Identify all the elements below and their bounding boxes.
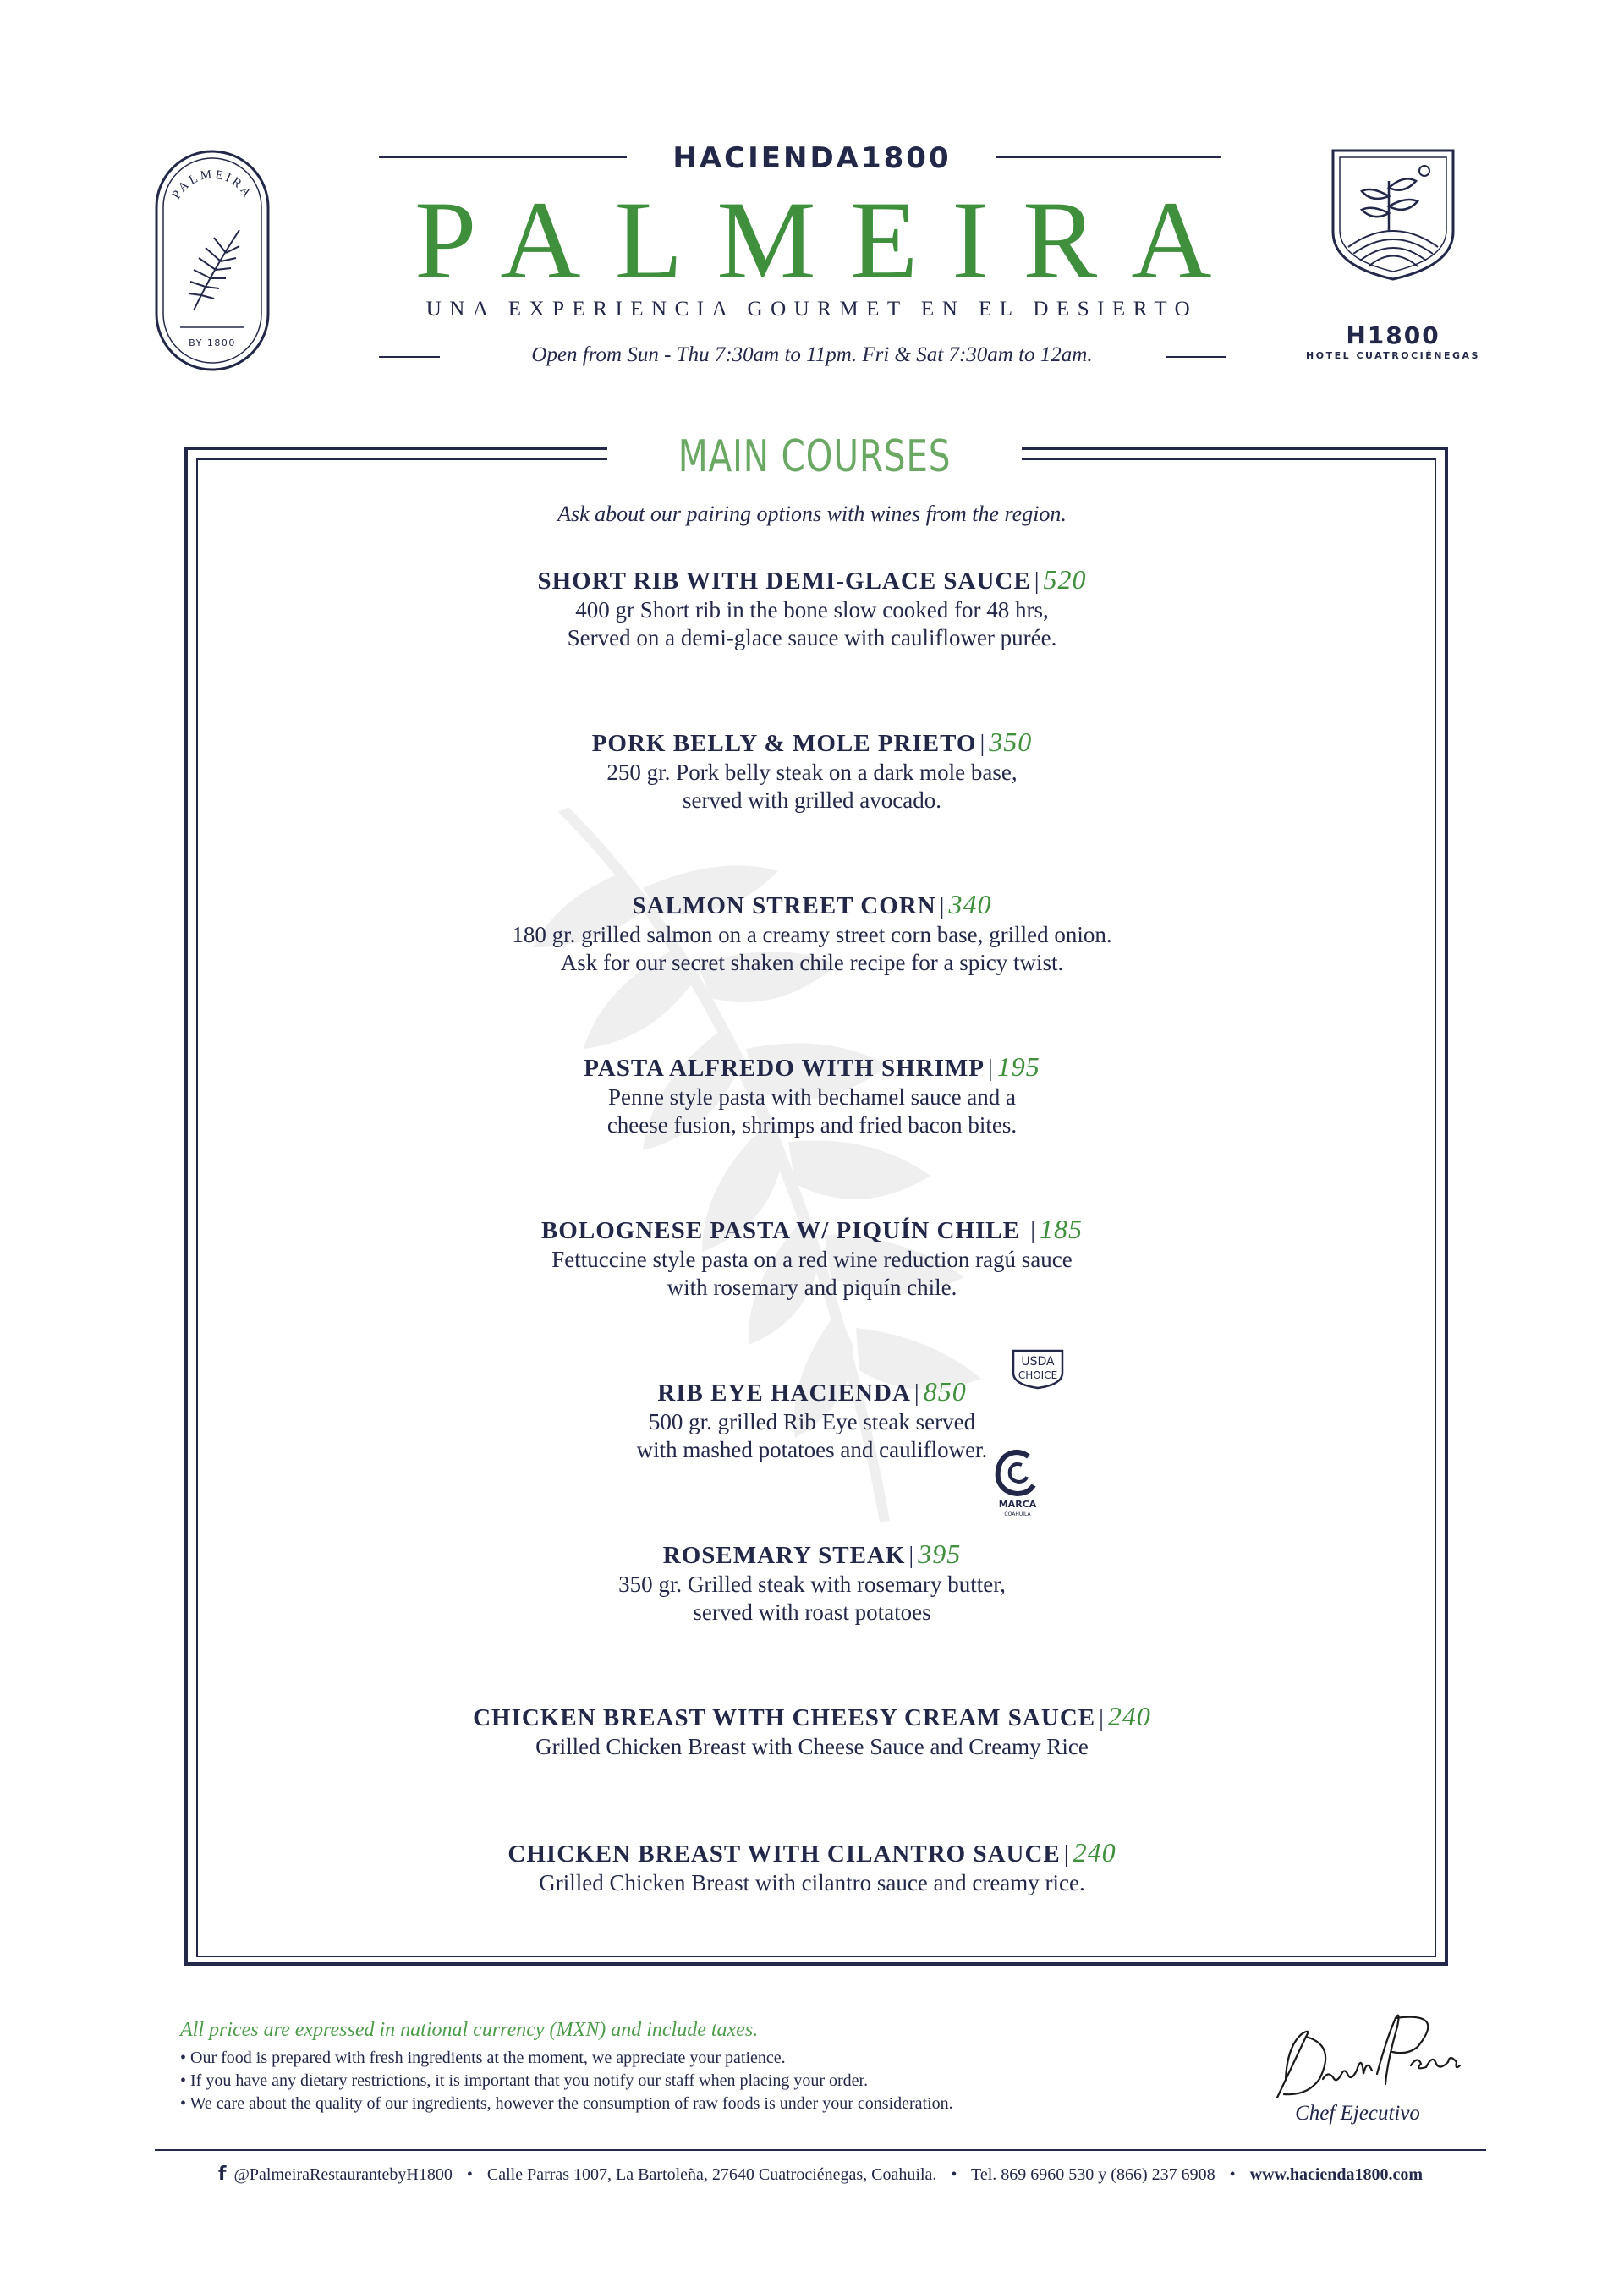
price-separator: |: [908, 1542, 915, 1569]
dish-name: SHORT RIB WITH DEMI-GLACE SAUCE: [537, 568, 1031, 595]
dish-item: [338, 564, 1286, 652]
dish-description-line: 500 gr. grilled Rib Eye steak served: [648, 1409, 976, 1434]
header-rule-top-left: [379, 156, 627, 158]
dish-name: PASTA ALFREDO WITH SHRIMP: [584, 1055, 985, 1082]
price-separator: |: [914, 1380, 920, 1407]
website-link[interactable]: www.hacienda1800.com: [1249, 2165, 1424, 2184]
facebook-handle[interactable]: @PalmeiraRestaurantebyH1800: [233, 2165, 453, 2184]
header-rule-bottom-left: [379, 356, 440, 358]
dish-name: CHICKEN BREAST WITH CHEESY CREAM SAUCE: [473, 1704, 1096, 1731]
dish-item: [338, 1051, 1286, 1139]
price-separator: |: [1034, 568, 1040, 595]
contact-footer: [155, 2164, 1486, 2185]
dish-item: [338, 889, 1286, 977]
dish-name: SALMON STREET CORN: [632, 892, 936, 919]
dish-description-line: cheese fusion, shrimps and fried bacon bites.: [606, 1112, 1018, 1138]
dish-description-line: with mashed potatoes and cauliflower.: [636, 1437, 988, 1462]
dish-name: BOLOGNESE PASTA W/ PIQUÍN CHILE: [540, 1217, 1028, 1244]
svg-text:USDA: USDA: [1021, 1355, 1055, 1369]
tagline: UNA EXPERIENCIA GOURMET EN EL DESIERTO: [425, 298, 1199, 321]
brand-hacienda-1800: HACIENDA1800: [672, 141, 952, 175]
restaurant-name: PALMEIRA: [414, 178, 1246, 302]
h1800-shield-logo: [1330, 147, 1457, 283]
chef-title: Chef Ejecutivo: [1295, 2102, 1420, 2125]
dish-name: ROSEMARY STEAK: [662, 1542, 906, 1569]
price-separator: |: [1063, 1840, 1070, 1868]
dish-price: 240: [1107, 1701, 1151, 1731]
dish-description-line: Fettuccine style pasta on a red wine reduction ragú sauce: [551, 1247, 1073, 1272]
svg-text:BY 1800: BY 1800: [189, 337, 236, 348]
svg-text:PALMEIRA: PALMEIRA: [169, 167, 255, 202]
svg-text:COAHUILA: COAHUILA: [1004, 1511, 1031, 1517]
price-separator: |: [987, 1055, 994, 1082]
section-title: MAIN COURSES: [678, 431, 952, 482]
dish-description-line: 180 gr. grilled salmon on a creamy street corn base, grilled onion.: [512, 922, 1112, 947]
note-line: • Our food is prepared with fresh ingredients at the moment, we appreciate your patience.: [180, 2049, 786, 2067]
dish-item: [338, 1701, 1286, 1761]
dish-item: [338, 1214, 1286, 1302]
dish-price: 240: [1073, 1837, 1116, 1868]
dish-name: PORK BELLY & MOLE PRIETO: [591, 730, 977, 757]
dish-price: 395: [918, 1539, 962, 1569]
dish-name: CHICKEN BREAST WITH CILANTRO SAUCE: [508, 1840, 1061, 1868]
footer-rule: [155, 2149, 1486, 2151]
bullet-separator: •: [466, 2165, 473, 2184]
dish-description-line: Grilled Chicken Breast with Cheese Sauce and Creamy Rice: [535, 1734, 1089, 1759]
header-rule-bottom-right: [1166, 356, 1226, 358]
dish-description-line: served with grilled avocado.: [683, 787, 941, 813]
address: Calle Parras 1007, La Bartoleña, 27640 Cuatrociénegas, Coahuila.: [486, 2165, 937, 2184]
bullet-separator: •: [951, 2165, 957, 2184]
disclaimer-notes: [180, 2047, 953, 2115]
dish-name: RIB EYE HACIENDA: [657, 1380, 911, 1407]
dish-price: 185: [1040, 1214, 1084, 1244]
price-separator: |: [1030, 1217, 1037, 1244]
dish-description-line: Penne style pasta with bechamel sauce and a: [607, 1084, 1017, 1110]
opening-hours: Open from Sun - Thu 7:30am to 11pm. Fri & Sat 7:30am to 12am.: [531, 343, 1093, 366]
note-line: • If you have any dietary restrictions, it is important that you notify our staff when placing your order.: [180, 2071, 869, 2090]
facebook-icon[interactable]: f: [217, 2164, 227, 2185]
dish-price: 350: [989, 727, 1033, 757]
dish-item: [338, 1539, 1286, 1626]
dish-description-line: Served on a demi-glace sauce with cauliflower purée.: [567, 625, 1057, 650]
marca-coahuila-badge: [990, 1445, 1045, 1517]
chef-signature: [1269, 2003, 1463, 2113]
price-separator: |: [979, 730, 986, 757]
price-separator: |: [1099, 1704, 1105, 1731]
dish-price: 850: [923, 1376, 967, 1407]
price-separator: |: [939, 892, 946, 919]
dish-item: [338, 1837, 1286, 1897]
dish-description-line: 250 gr. Pork belly steak on a dark mole base,: [606, 760, 1018, 785]
dish-price: 520: [1043, 564, 1087, 595]
note-line: • We care about the quality of our ingredients, however the consumption of raw foods is under your consideration.: [180, 2094, 953, 2113]
dish-price: 340: [948, 889, 992, 919]
usda-choice-badge: [1008, 1347, 1067, 1390]
palmeira-logo-badge: [155, 150, 270, 371]
hotel-logo-subtitle: HOTEL CUATROCIÉNEGAS: [1306, 350, 1480, 361]
svg-text:CHOICE: CHOICE: [1018, 1369, 1058, 1381]
dish-item: [338, 727, 1286, 815]
dish-description-line: Ask for our secret shaken chile recipe for a spicy twist.: [560, 950, 1064, 975]
hotel-logo-title: H1800: [1346, 321, 1440, 349]
dish-description-line: 400 gr Short rib in the bone slow cooked for 48 hrs,: [575, 597, 1049, 623]
dish-description-line: with rosemary and piquín chile.: [667, 1275, 957, 1300]
section-subtitle: Ask about our pairing options with wines from the region.: [557, 502, 1067, 526]
svg-text:MARCA: MARCA: [998, 1499, 1037, 1510]
dish-description-line: served with roast potatoes: [693, 1599, 931, 1625]
dish-item: [338, 1376, 1286, 1464]
dish-description-line: Grilled Chicken Breast with cilantro sauce and creamy rice.: [539, 1870, 1085, 1895]
phone: Tel. 869 6960 530 y (866) 237 6908: [971, 2165, 1215, 2184]
bullet-separator: •: [1229, 2165, 1236, 2184]
currency-note: All prices are expressed in national currency (MXN) and include taxes.: [180, 2019, 759, 2041]
dish-description-line: 350 gr. Grilled steak with rosemary butter,: [618, 1572, 1006, 1597]
dish-price: 195: [996, 1051, 1040, 1082]
